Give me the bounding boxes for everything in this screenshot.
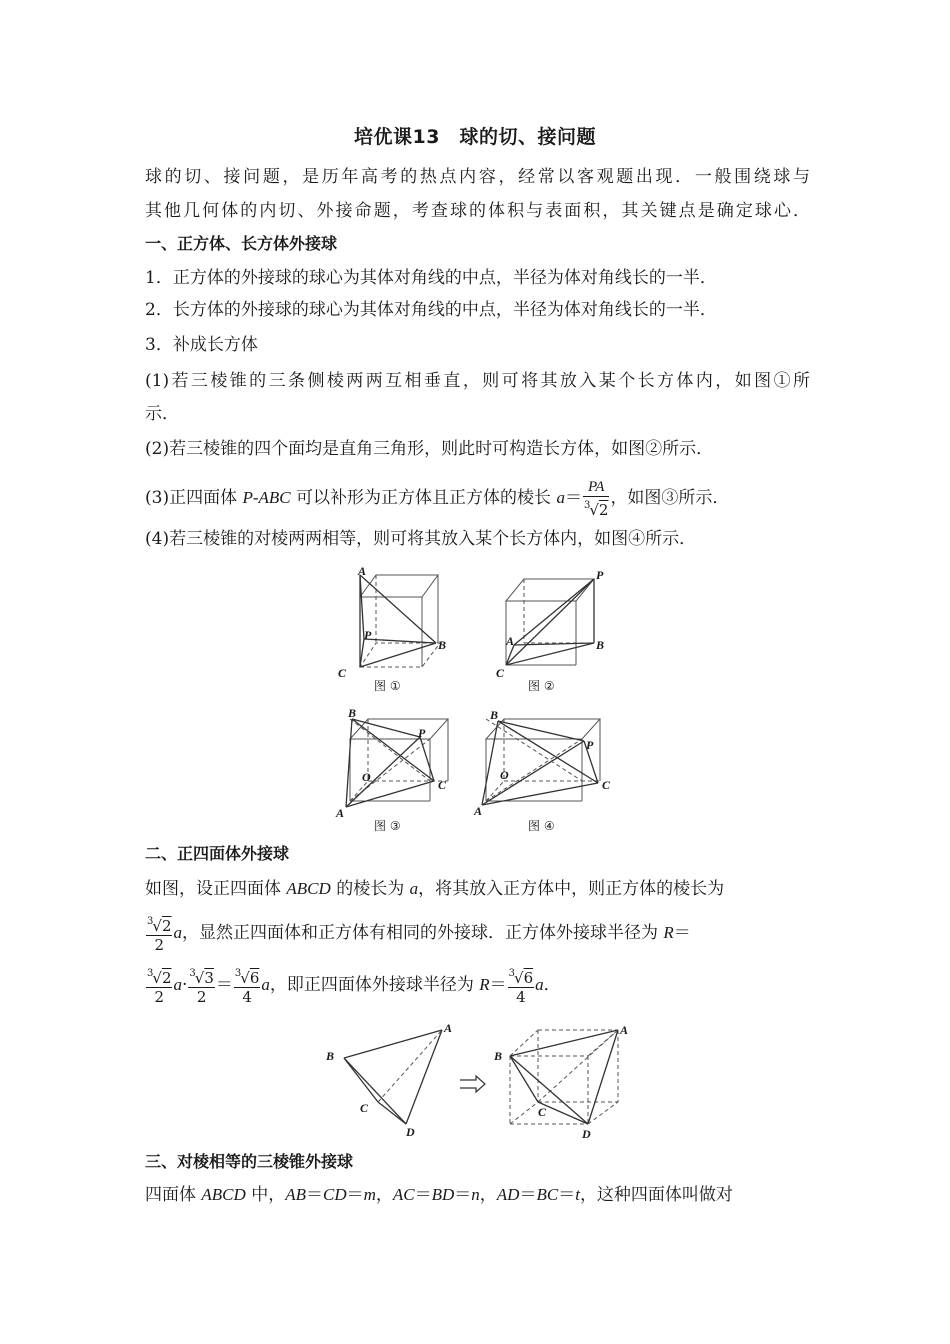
- figure-5-tetrahedron: [320, 1020, 470, 1140]
- section-1-item-1: 1．正方体的外接球的球心为其体对角线的中点，半径为体对角线长的一半．: [145, 268, 717, 288]
- s3-eq: ＝: [346, 1185, 364, 1205]
- s2-frac-1-den: 2: [154, 988, 165, 1006]
- s2-frac-3-num: $^3$√6: [234, 965, 260, 988]
- fig2-caption: 图 ②: [528, 679, 555, 693]
- s2-p2-r: R: [663, 923, 674, 942]
- s2-p2-eq: ＝: [673, 923, 691, 943]
- s3-eq: ＝: [414, 1185, 432, 1205]
- fig6-label-b: B: [494, 1049, 503, 1063]
- fig6-edge-bd: [510, 1056, 588, 1124]
- s3-comma: ，: [375, 1185, 393, 1205]
- fig2-edge-ap: [514, 579, 594, 645]
- page-title: 培优课13 球的切、接问题: [354, 126, 596, 148]
- fig3-label-a: A: [336, 806, 345, 820]
- cube-root-index: 3: [583, 500, 591, 511]
- fig3-edge-ba: [346, 719, 352, 807]
- s2-frac-2-den: 2: [196, 988, 207, 1006]
- fig2-edge-cb: [506, 643, 594, 665]
- s2-p3-r: R: [479, 975, 490, 994]
- sub3-eq: ＝: [564, 488, 582, 508]
- fig5-edge-ad: [406, 1030, 442, 1124]
- cube-root-index: 3: [234, 968, 242, 979]
- s2-p3-a1: a: [173, 975, 182, 994]
- fig3-edge-pc: [420, 737, 434, 781]
- s2-p3-a3: a: [535, 975, 544, 994]
- sub3-fraction-num: PA: [583, 478, 609, 497]
- s2-frac-den: 2: [154, 936, 165, 954]
- section-2-heading: 二、正四面体外接球: [145, 844, 290, 863]
- section-2-para-line-1: [145, 877, 810, 901]
- section-1-item-2: 2．长方体的外接球的球心为其体对角线的中点，半径为体对角线长的一半．: [145, 300, 717, 320]
- fig3-label-p: P: [418, 726, 426, 740]
- intro-line-2: 其他几何体的内切、外接命题，考查球的体积与表面积，其关键点是确定球心．: [145, 201, 810, 221]
- fig3-label-o: O: [362, 770, 371, 784]
- s3-comma: ，: [479, 1185, 497, 1205]
- fig1-label-p: P: [364, 628, 372, 642]
- fig5-edge-cd: [378, 1102, 406, 1124]
- fig4-edge-ba: [482, 721, 498, 805]
- s2-frac-4: [508, 965, 534, 1006]
- section-1-item-3: 3．补成长方体: [145, 335, 258, 355]
- fig5-edge-bd: [344, 1058, 406, 1124]
- fig2-label-p: P: [596, 568, 604, 582]
- s2-p2-a: a: [173, 923, 182, 942]
- section-1-sub-1-line-2: 示．: [145, 404, 179, 424]
- sub3-fraction: [583, 478, 609, 519]
- s3-pre: 四面体: [145, 1185, 202, 1205]
- s2-frac-4-num: $^3$√6: [508, 965, 534, 988]
- fig1-label-b: B: [438, 638, 447, 652]
- section-1-sub-4: (4)若三棱锥的对棱两两相等，则可将其放入某个长方体内，如图④所示．: [145, 529, 697, 549]
- fig6-edge-bc: [510, 1056, 538, 1102]
- cube-root-index: 3: [147, 968, 154, 979]
- section-1-sub-3: [145, 478, 810, 519]
- fig5-label-c: C: [360, 1101, 369, 1115]
- s2-p3-text: ，即正四面体外接球半径为: [269, 975, 480, 995]
- s3-bc: BC: [536, 1185, 559, 1204]
- s3-cd: CD: [322, 1185, 347, 1204]
- sub3-a: a: [556, 488, 565, 507]
- fig2-label-b: B: [596, 638, 605, 652]
- s3-t: t: [575, 1185, 580, 1204]
- intro-line-1: 球的切、接问题，是历年高考的热点内容，经常以客观题出现．一般围绕球与: [145, 167, 810, 187]
- section-2-para-line-3: [145, 965, 810, 1006]
- s3-n: n: [471, 1185, 480, 1204]
- fig4-edge: [486, 781, 504, 801]
- figure-1: [330, 563, 450, 698]
- fig2-label-a: A: [506, 634, 515, 648]
- fig3-label-b: B: [348, 706, 357, 720]
- section-1-heading: 一、正方体、长方体外接球: [145, 234, 338, 253]
- section-3-heading: 三、对棱相等的三棱锥外接球: [145, 1152, 354, 1171]
- fig4-edge-bc: [498, 721, 598, 783]
- s3-eq: ＝: [305, 1185, 323, 1205]
- s3-abcd: ABCD: [201, 1185, 246, 1204]
- sub3-pre: (3)正四面体: [145, 488, 243, 508]
- fig5-edge-bc: [344, 1058, 378, 1102]
- fig5-edge-ca: [378, 1030, 442, 1102]
- fig4-caption: 图 ④: [528, 819, 555, 833]
- s2-p1-a: a: [409, 879, 419, 898]
- s2-frac-3: [234, 965, 260, 1006]
- cube-root-index: 3: [189, 968, 196, 979]
- sub3-post: ，如图③所示．: [610, 488, 730, 508]
- fig2-edge-ca: [506, 645, 514, 665]
- fig6-edge: [588, 1102, 618, 1124]
- fig1-edge-ab: [360, 575, 436, 643]
- fig3-edge: [350, 781, 368, 801]
- s3-post: ，这种四面体叫做对: [579, 1185, 733, 1205]
- s2-frac-2: [188, 965, 214, 1006]
- fig4-label-b: B: [490, 708, 499, 722]
- fig5-label-a: A: [444, 1021, 453, 1035]
- fig5-edge-ba: [344, 1030, 442, 1058]
- section-1-sub-2: (2)若三棱锥的四个面均是直角三角形，则此时可构造长方体，如图②所示．: [145, 439, 714, 459]
- s3-bd: BD: [431, 1185, 455, 1204]
- s2-frac-1-num: $^3$√2: [146, 965, 172, 988]
- s3-eq: ＝: [519, 1185, 537, 1205]
- fig3-label-c: C: [438, 778, 447, 792]
- s2-frac-4-den: 4: [516, 988, 526, 1006]
- section-2-para-line-2: [145, 913, 810, 954]
- sub3-fraction-den: $^3$√2: [583, 500, 609, 519]
- s2-frac-1: [146, 965, 172, 1006]
- fig6-edge-ba: [510, 1030, 618, 1056]
- figure-3: [330, 703, 460, 838]
- fig2-label-c: C: [496, 666, 505, 680]
- figure-6-tetrahedron-in-cube: [490, 1020, 635, 1145]
- fig6-label-a: A: [620, 1023, 629, 1037]
- s2-p3-eq2: ＝: [489, 975, 507, 995]
- s3-eq: ＝: [454, 1185, 472, 1205]
- fig1-label-c: C: [338, 666, 347, 680]
- s2-p1-mid: 的棱长为: [330, 879, 410, 899]
- fig4-edge-bp: [498, 721, 584, 741]
- sub3-mid: 可以补形为正方体且正方体的棱长: [290, 488, 557, 508]
- fig4-label-a: A: [474, 804, 483, 818]
- fig4-label-c: C: [602, 778, 611, 792]
- s2-p3-eq1: ＝: [215, 975, 233, 995]
- s2-p1-post: ，将其放入正方体中，则正方体的棱长为: [418, 879, 725, 899]
- fig1-caption: 图 ①: [374, 679, 401, 693]
- fig5-label-b: B: [326, 1049, 335, 1063]
- section-3-para: [145, 1183, 810, 1207]
- s2-p2-text: ，显然正四面体和正方体有相同的外接球．正方体外接球半径为: [181, 923, 664, 943]
- figure-2: [490, 563, 620, 698]
- fig1-label-a: A: [358, 564, 367, 578]
- s2-frac-3-den: 4: [242, 988, 252, 1006]
- cube-root-index: 3: [508, 968, 516, 979]
- implies-arrow-icon: [458, 1074, 488, 1094]
- s3-ab: AB: [285, 1185, 306, 1204]
- cube-root-index: 3: [147, 916, 154, 927]
- s2-p3-a2: a: [261, 975, 270, 994]
- s3-in: 中，: [245, 1185, 286, 1205]
- fig3-caption: 图 ③: [374, 819, 401, 833]
- section-1-sub-1-line-1: (1)若三棱锥的三条侧棱两两互相垂直，则可将其放入某个长方体内，如图①所: [145, 371, 810, 391]
- s3-eq: ＝: [558, 1185, 576, 1205]
- s2-p1-pre: 如图，设正四面体: [145, 879, 287, 899]
- fig6-label-c: C: [538, 1105, 547, 1119]
- s2-p1-abcd: ABCD: [286, 879, 331, 898]
- s2-frac-sqrt2-over-2: [146, 913, 172, 954]
- s2-p3-dot: ·: [181, 975, 188, 995]
- fig6-edge: [510, 1102, 538, 1124]
- fig6-label-d: D: [582, 1127, 591, 1141]
- s2-p3-end: ．: [543, 975, 561, 995]
- fig1-edge-pb: [364, 639, 436, 643]
- s3-ad: AD: [496, 1185, 520, 1204]
- s3-ac: AC: [392, 1185, 415, 1204]
- sub3-var: P-ABC: [242, 488, 291, 507]
- fig2-edge-cp: [506, 579, 594, 665]
- s3-m: m: [363, 1185, 376, 1204]
- s2-frac-2-num: $^3$√3: [188, 965, 214, 988]
- arrow-shape: [460, 1076, 485, 1092]
- fig4-label-p: P: [586, 738, 594, 752]
- fig5-label-d: D: [406, 1125, 415, 1139]
- fig4-label-o: O: [500, 768, 509, 782]
- s2-frac-num: $^3$√2: [146, 913, 172, 936]
- figure-4: [470, 703, 620, 838]
